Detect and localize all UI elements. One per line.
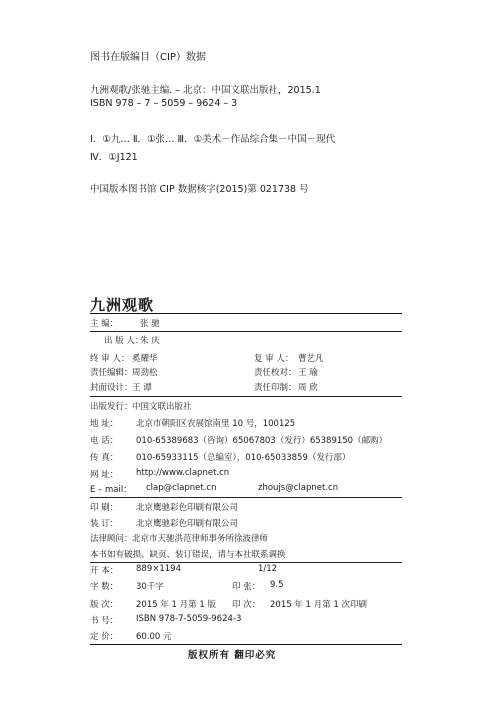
fax-value: 010-65933115（总编室），010-65033859（发行部） (136, 453, 351, 463)
cip-heading: 图书在版编目（CIP）数据 (90, 52, 206, 63)
address-label: 地 址： (90, 419, 119, 429)
website-link[interactable]: http://www.clapnet.cn (136, 468, 230, 478)
copyright-notice: 版权所有 翻印必究 (188, 650, 277, 661)
damage-notice: 本书如有破损、缺页、装订错误，请与本社联系调换 (90, 550, 286, 560)
sheets-value: 9.5 (270, 580, 284, 590)
distributor-label: 出版发行： (90, 402, 133, 412)
book-title: 九洲观歌 (90, 296, 155, 314)
isbn-label: 书 号： (90, 616, 119, 626)
edition-value: 2015 年 1 月第 1 版 (136, 600, 216, 610)
distributor-value: 中国文联出版社 (132, 402, 192, 412)
editor-value: 张 驰 (140, 319, 160, 329)
responsible-editor-label: 责任编辑： (90, 368, 133, 378)
cover-design-label: 封面设计： (90, 383, 133, 393)
words-value: 30千字 (136, 582, 164, 592)
divider (90, 331, 402, 332)
price-value: 60.00 元 (136, 632, 172, 642)
email-link-secondary[interactable]: zhoujs@clapnet.cn (258, 483, 339, 493)
email-link-primary[interactable]: clap@clapnet.cn (146, 483, 217, 493)
legal-value: 北京市天驰洪范律师事务所徐波律师 (132, 534, 269, 544)
isbn-value: ISBN 978-7-5059-9624-3 (136, 614, 242, 624)
cip-record-number: 中国版本图书馆 CIP 数据核字(2015)第 021738 号 (90, 184, 309, 195)
cip-classification-line: Ⅰ．①九… Ⅱ．①张… Ⅲ．①美术－作品综合集－中国－现代 (90, 134, 336, 145)
binding-label: 装 订： (90, 519, 119, 529)
cip-isbn-line: ISBN 978 – 7 – 5059 – 9624 – 3 (90, 98, 238, 109)
re-reviewer-value: 曹艺凡 (298, 354, 324, 364)
publisher-person-label: 出 版 人： (104, 336, 144, 346)
phone-label: 电 话： (90, 436, 119, 446)
bottom-rule (90, 644, 402, 645)
print-value: 北京鹰驰彩色印刷有限公司 (136, 503, 239, 513)
final-reviewer-label: 终 审 人： (90, 354, 130, 364)
fax-label: 传 真： (90, 453, 119, 463)
words-label: 字 数： (90, 582, 119, 592)
format-fold-value: 1/12 (258, 564, 278, 574)
cip-title-line: 九洲观歌/张驰主编. – 北京：中国文联出版社，2015.1 (90, 85, 321, 96)
website-label: 网 址： (90, 470, 119, 480)
editor-label: 主 编： (90, 319, 119, 329)
print-supervisor-label: 责任印制： (254, 383, 297, 393)
print-supervisor-value: 周 欣 (298, 383, 318, 393)
divider (90, 497, 402, 498)
cip-classification-line-2: Ⅳ．①J121 (90, 152, 138, 163)
proofreader-value: 王 瑜 (298, 368, 318, 378)
publisher-person-value: 朱 庆 (140, 336, 160, 346)
format-label: 开 本： (90, 566, 119, 576)
format-value: 889×1194 (136, 564, 181, 574)
re-reviewer-label: 复 审 人： (254, 354, 294, 364)
print-run-label: 印 次： (232, 600, 261, 610)
email-label: E – mail： (90, 485, 132, 495)
edition-label: 版 次： (90, 600, 119, 610)
final-reviewer-value: 奚耀华 (132, 354, 158, 364)
cover-design-value: 王 谭 (132, 383, 152, 393)
proofreader-label: 责任校对： (254, 368, 297, 378)
divider (90, 562, 402, 563)
sheets-label: 印 张： (232, 582, 261, 592)
title-rule (90, 313, 402, 314)
divider (90, 396, 402, 397)
phone-value: 010-65389683（咨询）65067803（发行）65389150（邮购） (136, 436, 388, 446)
address-value: 北京市朝阳区农展馆南里 10 号，100125 (136, 419, 296, 429)
price-label: 定 价： (90, 632, 119, 642)
binding-value: 北京鹰驰彩色印刷有限公司 (136, 519, 239, 529)
print-label: 印 刷： (90, 503, 119, 513)
responsible-editor-value: 周劲松 (132, 368, 158, 378)
print-run-value: 2015 年 1 月第 1 次印刷 (270, 600, 367, 610)
legal-label: 法律顾问： (90, 534, 133, 544)
